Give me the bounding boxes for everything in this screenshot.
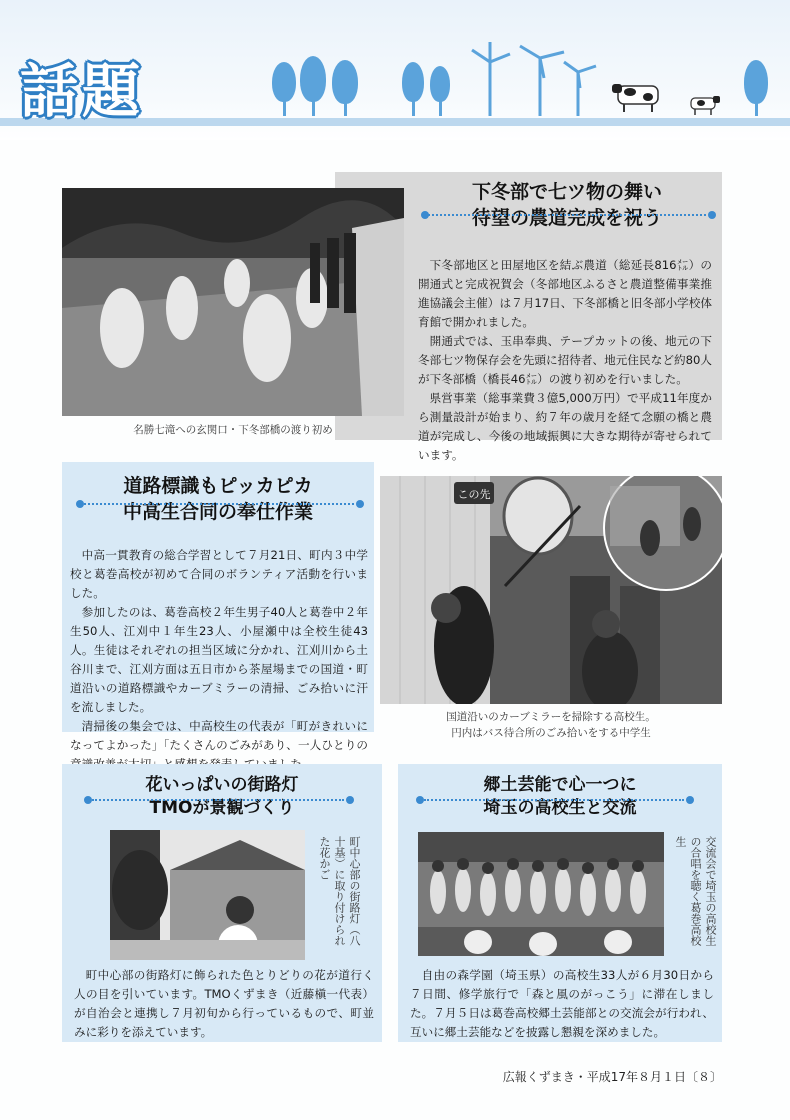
article3-photo (110, 830, 305, 960)
tree-icon (300, 56, 326, 102)
tree-icon (272, 62, 296, 102)
article2-photo (380, 476, 722, 704)
article2-caption-line1: 国道沿いのカーブミラーを掃除する高校生。 (446, 711, 656, 723)
article2-heading (66, 474, 370, 525)
article4-heading-line2: 埼玉の高校生と交流 (483, 797, 637, 818)
heading-rule (84, 503, 354, 505)
article1-heading-line1: 下冬部で七ツ物の舞い (471, 181, 662, 203)
article3-heading (66, 774, 378, 820)
cow-icon (610, 80, 670, 114)
article1-heading-line2: 待望の農道完成を祝う (471, 206, 662, 229)
heading-dot (356, 500, 364, 508)
article3-heading-line2: TMOが景観づくり (149, 797, 295, 818)
tree-icon (332, 60, 358, 104)
article2-heading-line1: 道路標識もピッカピカ (123, 475, 313, 497)
article2-caption (380, 709, 722, 741)
footer-text: 広報くずまき・平成17年８月１日〔８〕 (502, 1070, 722, 1084)
article1-body (418, 256, 712, 465)
tree-icon (430, 66, 450, 102)
article4-photo (418, 832, 664, 956)
heading-dot (416, 796, 424, 804)
heading-rule (424, 799, 684, 801)
sign-text: この先 (457, 488, 491, 501)
heading-dot (76, 500, 84, 508)
article2-paragraph: 中高一貫教育の総合学習として７月21日、町内３中学校と葛巻高校が初めて合同のボランティア活動を行いました。 (70, 548, 368, 600)
heading-dot (686, 796, 694, 804)
article1-photo (62, 188, 404, 416)
article3-side-caption: 町中心部の街路灯（八十基）に取り付けられた花かご (318, 836, 361, 946)
tree-icon (402, 62, 424, 102)
article4-side-caption: 交流会で埼玉の高校生の合唱を聴く葛巻高校生 (674, 836, 717, 946)
article1-paragraph: 県営事業（総事業費３億5,000万円）で平成11年度から測量設計が始まり、約７年の歳月を経て念願の橋と農道が完成し、今後の地域振興に大きな期待が寄せられています。 (418, 391, 712, 462)
article1-caption: 名勝七滝への玄関口・下冬部橋の渡り初め (133, 424, 333, 436)
article4-heading (402, 774, 718, 820)
article1-paragraph: 開通式では、玉串奉典、テープカットの後、地元の下冬部七ツ物保存会を先頭に招待者、地元住民など約80人が下冬部橋（橋長46㍍）の渡り初めを行いました。 (418, 334, 712, 386)
article4-heading-line1: 郷土芸能で心一つに (483, 775, 637, 795)
article3-heading-line1: 花いっぱいの街路灯 (145, 775, 299, 795)
article2-paragraph: 清掃後の集会では、中高校生の代表が「町がきれいになってよかった」「たくさんのごみがあり、一人ひとりの (70, 719, 368, 752)
article2-paragraph: 参加したのは、葛巻高校２年生男子40人と葛巻中２年生50人、江刈中１年生23人、小屋瀬中は全校生徒43人。生徒はそれぞれの担当区域に分かれ、江刈川から土谷川まで、江刈方面は五日市から茶屋場までの国道・町道沿いの道路標識やカーブミラーの清掃、ごみ拾いに汗を流しました。 (70, 605, 369, 714)
article1-paragraph: 下冬部地区と田屋地区を結ぶ農道（総延長816㍍）の開通式と完成祝賀会（冬部地区ふるさと農道整備事業推進協議会主催）は７月17日、下冬部橋と旧冬部小学校体育館で開かれました。 (418, 258, 712, 329)
heading-dot (84, 796, 92, 804)
heading-rule (428, 214, 706, 216)
heading-dot (708, 211, 716, 219)
tree-icon (744, 60, 768, 104)
article1-heading (416, 180, 718, 231)
article2-heading-line2: 中高生合同の奉仕作業 (122, 500, 313, 523)
heading-rule (92, 799, 344, 801)
article2-caption-line2: 円内はバス待合所のごみ拾いをする中学生 (451, 727, 651, 739)
article3-body: 町中心部の街路灯に飾られた色とりどりの花が道行く人の目を引いています。TMOくずまき（近藤槇一代表）が自治会と連携し７月初旬から行っているもので、町並みに彩りを添えています。 (74, 968, 374, 1039)
article4-body: 自由の森学園（埼玉県）の高校生33人が６月30日から７日間、修学旅行で「森と風のがっこう」に滞在しました。７月５日は葛巻高校郷土芸能部との交流会が行われ、互いに郷土芸能などを披露し懇親を深めました。 (410, 968, 714, 1039)
heading-dot (346, 796, 354, 804)
article2-body (70, 546, 368, 774)
windmill-icon (468, 40, 618, 120)
cow-icon (685, 94, 721, 116)
page-title: 話題 (20, 57, 145, 125)
